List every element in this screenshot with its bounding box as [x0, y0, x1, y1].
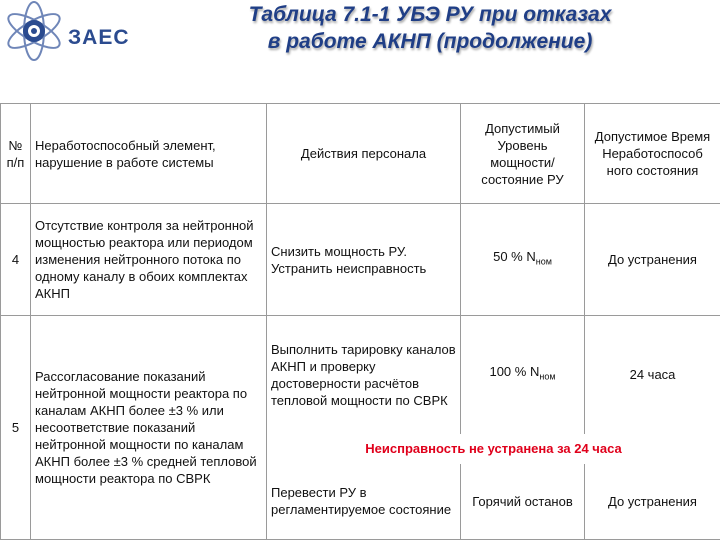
table-header-row [1, 104, 720, 204]
power-value: 50 % N [493, 249, 536, 265]
row-time-b: До устранения [585, 464, 720, 540]
header-time: Допустимое Время Неработоспособ ного состояния [585, 104, 720, 204]
page-title [180, 1, 680, 55]
row-num: 4 [1, 204, 31, 316]
logo-text: ЗАЕС [68, 26, 130, 49]
table-row [1, 316, 720, 434]
title-line-1: Таблица 7.1-1 УБЭ РУ при отказах [248, 3, 612, 26]
header-power: Допустимый Уровень мощности/ состояние РУ [461, 104, 585, 204]
row-element: Рассогласование показаний нейтронной мощности реактора по каналам АКНП более ±3 % или несоответствие показаний нейтронной мощности по каналам АКНП более ±3 % средней тепловой мощности реактора по СВРК [31, 316, 267, 540]
ube-table [0, 103, 720, 540]
title-line-2: в работе АКНП (продолжение) [267, 30, 593, 53]
table-row [1, 204, 720, 316]
row-actions: Снизить мощность РУ. Устранить неисправность [267, 204, 461, 316]
zaes-logo [2, 0, 152, 62]
row-num: 5 [1, 316, 31, 540]
row-actions-b: Перевести РУ в регламентируемое состояние [267, 464, 461, 540]
power-value: 100 % N [489, 364, 540, 380]
power-subscript: ном [535, 256, 552, 267]
header-num: № п/п [1, 104, 31, 204]
atom-icon [2, 0, 72, 62]
row-time-a: 24 часа [585, 316, 720, 434]
row-element: Отсутствие контроля за нейтронной мощностью реактора или периодом изменения нейтронного потока по одному каналу в обоих комплектах АКНП [31, 204, 267, 316]
power-subscript: ном [539, 372, 556, 383]
header-element: Неработоспособный элемент, нарушение в работе системы [31, 104, 267, 204]
row-actions-a: Выполнить тарировку каналов АКНП и проверку достоверности расчётов тепловой мощности по СВРК [267, 316, 461, 434]
header-actions: Действия персонала [267, 104, 461, 204]
condition-note: Неисправность не устранена за 24 часа [267, 434, 720, 464]
row-power-a [461, 316, 585, 434]
row-power [461, 204, 585, 316]
row-power-b: Горячий останов [461, 464, 585, 540]
row-time: До устранения [585, 204, 720, 316]
